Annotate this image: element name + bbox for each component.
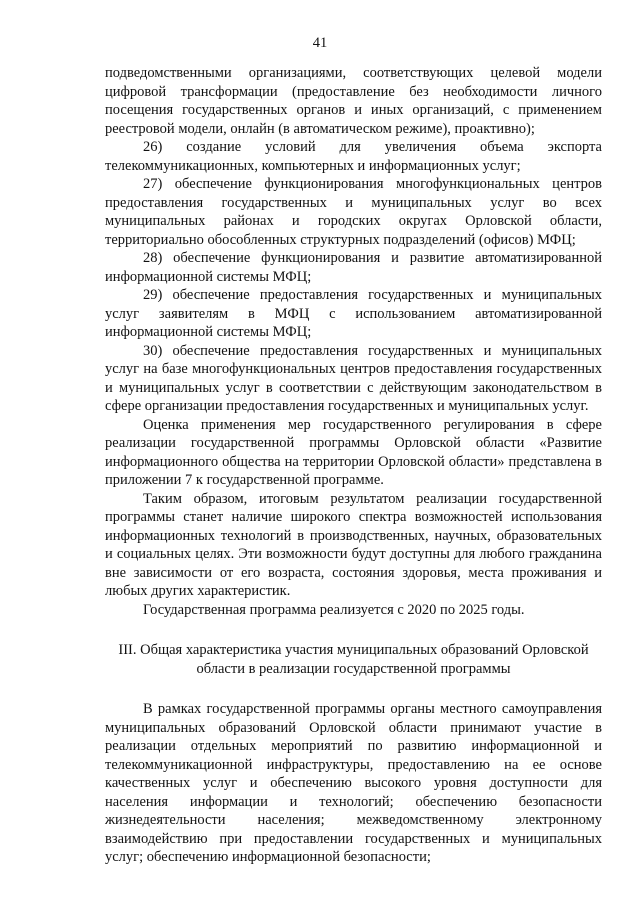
page-number: 41 <box>312 35 328 51</box>
paragraph: Оценка применения мер государственного регулирования в сфере реализации государственной программы Орловской области «Развитие информационного общества на территории Орловской области» представлена в приложении 7 к государственной программе. <box>105 416 602 488</box>
paragraph: В рамках государственной программы органы местного самоуправления муниципальных образований Орловской области принимают участие в реализации отдельных мероприятий по развитию информационной и телекоммуникационной инфраструктуры, предоставлению на ее основе качественных услуг и обеспечению высокого уровня доступности для населения информации и технологий; обеспечению безопасности жизнедеятельности населения; межведомственному электронному взаимодействию при предоставлении государственных и муниципальных услуг; обеспечению информационной безопасности; <box>105 701 602 865</box>
paragraph: 27) обеспечение функционирования многофункциональных центров предоставления государственных и муниципальных услуг во всех муниципальных районах и городских округах Орловской области, территориально обособленных структурных подразделений (офисов) МФЦ; <box>105 176 602 248</box>
paragraph: Государственная программа реализуется с 2020 по 2025 годы. <box>143 601 525 618</box>
paragraph: 28) обеспечение функционирования и развитие автоматизированной информационной системы МФЦ; <box>105 250 602 285</box>
paragraphs-before-heading <box>105 64 602 619</box>
document-body <box>105 64 602 867</box>
paragraph: подведомственными организациями, соответствующих целевой модели цифровой трансформации (предоставление без необходимости личного посещения государственных органов и иных организаций, с применением реестровой модели, онлайн (в автоматическом режиме), проактивно); <box>105 65 602 137</box>
paragraph: 26) создание условий для увеличения объема экспорта телекоммуникационных, компьютерных и информационных услуг; <box>105 139 602 174</box>
paragraph: 29) обеспечение предоставления государственных и муниципальных услуг заявителям в МФЦ с использованием автоматизированной информационной системы МФЦ; <box>105 287 602 340</box>
paragraph: Таким образом, итоговым результатом реализации государственной программы станет наличие широкого спектра возможностей использования информационных технологий в производственных, научных, образовательных и социальных целях. Эти возможности будут доступны для любого гражданина вне зависимости от его возраста, состояния здоровья, места проживания и любых других характеристик. <box>105 490 602 599</box>
paragraph: 30) обеспечение предоставления государственных и муниципальных услуг на базе многофункциональных центров предоставления государственных и муниципальных услуг в соответствии с действующим законодательством в сфере организации предоставления государственных и муниципальных услуг. <box>105 342 602 414</box>
section-heading: III. Общая характеристика участия муниципальных образований Орловской области в реализации государственной программы <box>118 642 589 677</box>
paragraphs-after-heading <box>105 700 602 867</box>
